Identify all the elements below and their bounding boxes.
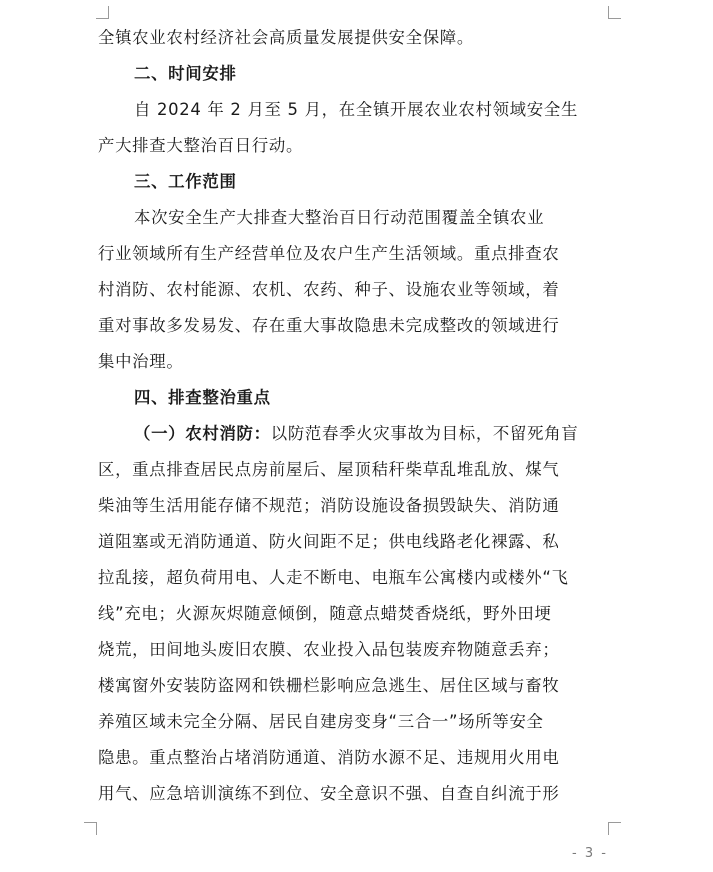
body-line: 烧荒，田间地头废旧农膜、农业投入品包装废弃物随意丢弃；: [98, 640, 560, 659]
body-line: [98, 416, 618, 452]
crop-mark-bottom-left: [84, 822, 97, 835]
body-line: 区，重点排查居民点房前屋后、屋顶秸秆柴草乱堆乱放、煤气: [98, 460, 560, 479]
body-line: 集中治理。: [98, 352, 184, 371]
section-heading-focus: 四、排查整治重点: [134, 388, 271, 407]
body-line: 柴油等生活用能存储不规范；消防设施设备损毁缺失、消防通: [98, 496, 560, 515]
body-line: 道阻塞或无消防通道、防火间距不足；供电线路老化裸露、私: [98, 532, 560, 551]
body-line: 隐患。重点整治占堵消防通道、消防水源不足、违规用火用电: [98, 748, 560, 767]
body-line: 行业领域所有生产经营单位及农户生产生活领域。重点排查农: [98, 244, 560, 263]
body-line: 拉乱接，超负荷用电、人走不断电、电瓶车公寓楼内或楼外“飞: [98, 568, 569, 587]
body-line: 养殖区域未完全分隔、居民自建房变身“三合一”场所等安全: [98, 712, 544, 731]
subsection-lead-rural-fire: （一）农村消防：: [134, 424, 271, 443]
page-number: - 3 -: [572, 846, 608, 861]
body-line: 全镇农业农村经济社会高质量发展提供安全保障。: [98, 28, 474, 47]
body-line: 线”充电；火源灰烬随意倾倒，随意点蜡焚香烧纸，野外田埂: [98, 604, 552, 623]
body-line: 村消防、农村能源、农机、农药、种子、设施农业等领域，着: [98, 280, 560, 299]
body-line-text: 以防范春季火灾事故为目标，不留死角盲: [270, 424, 579, 443]
section-heading-schedule: 二、时间安排: [134, 64, 237, 83]
crop-mark-bottom-right: [608, 822, 621, 835]
body-line: 重对事故多发易发、存在重大事故隐患未完成整改的领域进行: [98, 316, 560, 335]
document-body: [98, 20, 618, 812]
section-heading-scope: 三、工作范围: [134, 172, 237, 191]
body-line: 本次安全生产大排查大整治百日行动范围覆盖全镇农业: [134, 208, 545, 227]
body-line: 用气、应急培训演练不到位、安全意识不强、自查自纠流于形: [98, 784, 560, 803]
crop-mark-top-right: [608, 6, 621, 19]
body-line: 产大排查大整治百日行动。: [98, 136, 304, 155]
body-line: 楼寓窗外安装防盗网和铁栅栏影响应急逃生、居住区域与畜牧: [98, 676, 560, 695]
crop-mark-top-left: [96, 6, 109, 19]
body-line: 自 2024 年 2 月至 5 月，在全镇开展农业农村领域安全生: [134, 100, 579, 119]
